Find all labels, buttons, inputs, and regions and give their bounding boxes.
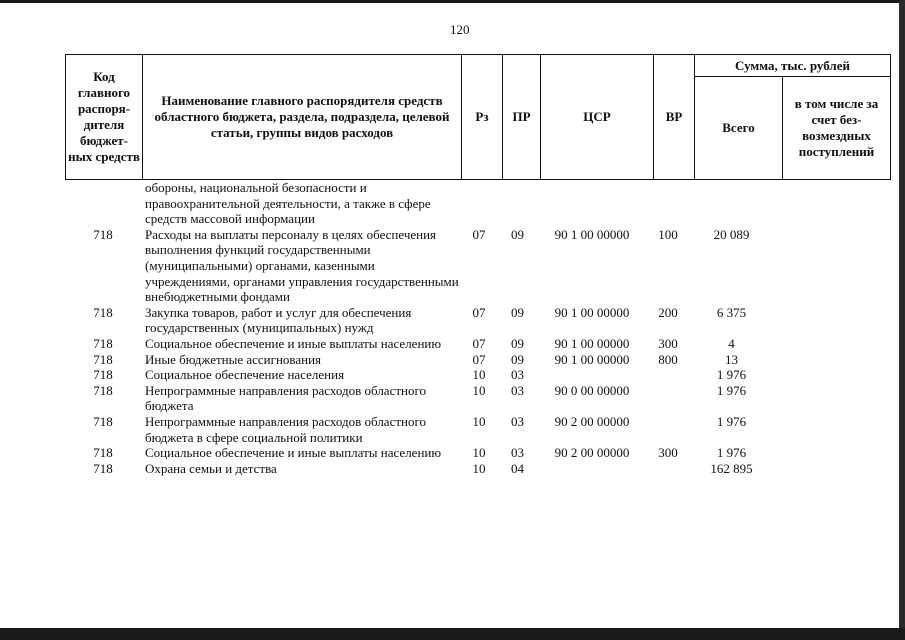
header-sum: Сумма, тыс. рублей: [695, 55, 891, 77]
cell-total: 1 976: [716, 445, 747, 461]
table-row: [65, 180, 882, 227]
cell-vr: 300: [658, 445, 678, 461]
table-header: [65, 54, 891, 180]
table-row: [65, 461, 882, 477]
cell-name: обороны, национальной безопасности и правоохранительной деятельности, а также в сфере средств массовой информации: [145, 180, 431, 227]
header-pr: ПР: [503, 55, 541, 180]
scan-right-border: [899, 0, 905, 640]
cell-name: Закупка товаров, работ и услуг для обеспечения государственных (муниципальных) нужд: [145, 304, 412, 336]
cell-total: 4: [728, 335, 735, 351]
table-row: [65, 383, 882, 414]
cell-vr: 300: [658, 335, 678, 351]
table-row: [65, 352, 882, 368]
cell-pr: 09: [511, 226, 524, 242]
cell-name: Охрана семьи и детства: [145, 460, 277, 476]
table-body: [65, 180, 882, 476]
cell-name: Социальное обеспечение и иные выплаты населению: [145, 445, 442, 461]
cell-total: 1 976: [716, 367, 747, 383]
cell-rz: 10: [472, 413, 486, 429]
cell-name: Социальное обеспечение и иные выплаты населению: [145, 335, 442, 351]
header-rz: Рз: [462, 55, 503, 180]
cell-vr: 200: [658, 304, 678, 320]
cell-rz: 10: [472, 445, 486, 461]
cell-code: 718: [93, 351, 113, 367]
cell-total: 1 976: [716, 413, 747, 429]
cell-pr: 03: [511, 367, 524, 383]
cell-name: Расходы на выплаты персоналу в целях обеспечения выполнения функций государственными (муниципальными) органами, казенными учреждениями, органами управления государственными внебюджетными фондами: [145, 226, 459, 305]
cell-vr: 100: [658, 226, 678, 242]
header-name: Наименование главного распорядителя средств областного бюджета, раздела, подраздела, целевой статьи, группы видов расходов: [143, 55, 462, 180]
cell-rz: 10: [472, 460, 486, 476]
cell-csr: 90 1 00 00000: [554, 226, 630, 242]
cell-csr: 90 1 00 00000: [554, 304, 630, 320]
cell-code: 718: [93, 460, 113, 476]
header-incl: в том числе за счет без-возмездных поступлений: [783, 77, 891, 180]
cell-total: 1 976: [716, 382, 747, 398]
table-row: [65, 227, 882, 305]
page-number: 120: [450, 22, 470, 37]
header-csr: ЦСР: [541, 55, 654, 180]
cell-total: 6 375: [716, 304, 747, 320]
cell-code: 718: [93, 304, 113, 320]
cell-rz: 10: [472, 367, 486, 383]
cell-csr: 90 2 00 00000: [554, 413, 630, 429]
cell-csr: 90 1 00 00000: [554, 335, 630, 351]
cell-name: Непрограммные направления расходов областного бюджета: [145, 382, 426, 414]
cell-rz: 07: [472, 304, 486, 320]
cell-csr: 90 2 00 00000: [554, 445, 630, 461]
header-code: Код главного распоря-дителя бюджет-ных средств: [66, 55, 143, 180]
cell-total: 162 895: [710, 460, 753, 476]
cell-code: 718: [93, 226, 113, 242]
cell-pr: 03: [511, 445, 524, 461]
header-vr: ВР: [654, 55, 695, 180]
cell-vr: 800: [658, 351, 678, 367]
cell-rz: 07: [472, 351, 486, 367]
cell-code: 718: [93, 413, 113, 429]
cell-total: 13: [725, 351, 738, 367]
cell-pr: 04: [511, 460, 524, 476]
cell-name: Социальное обеспечение населения: [145, 367, 345, 383]
cell-name: Иные бюджетные ассигнования: [145, 351, 322, 367]
cell-code: 718: [93, 367, 113, 383]
cell-rz: 07: [472, 226, 486, 242]
scan-bottom-border: [0, 628, 905, 640]
cell-total: 20 089: [713, 226, 750, 242]
cell-pr: 03: [511, 413, 524, 429]
cell-pr: 03: [511, 382, 524, 398]
table-row: [65, 336, 882, 352]
table-row: [65, 367, 882, 383]
table-row: [65, 414, 882, 445]
cell-code: 718: [93, 335, 113, 351]
cell-code: 718: [93, 445, 113, 461]
cell-pr: 09: [511, 304, 524, 320]
cell-csr: 90 1 00 00000: [554, 351, 630, 367]
header-total: Всего: [695, 77, 783, 180]
cell-rz: 10: [472, 382, 486, 398]
cell-name: Непрограммные направления расходов областного бюджета в сфере социальной политики: [145, 413, 426, 445]
cell-rz: 07: [472, 335, 486, 351]
table-row: [65, 445, 882, 461]
cell-pr: 09: [511, 351, 524, 367]
cell-csr: 90 0 00 00000: [554, 382, 630, 398]
cell-code: 718: [93, 382, 113, 398]
scan-top-border: [0, 0, 905, 3]
table-row: [65, 305, 882, 336]
cell-pr: 09: [511, 335, 524, 351]
